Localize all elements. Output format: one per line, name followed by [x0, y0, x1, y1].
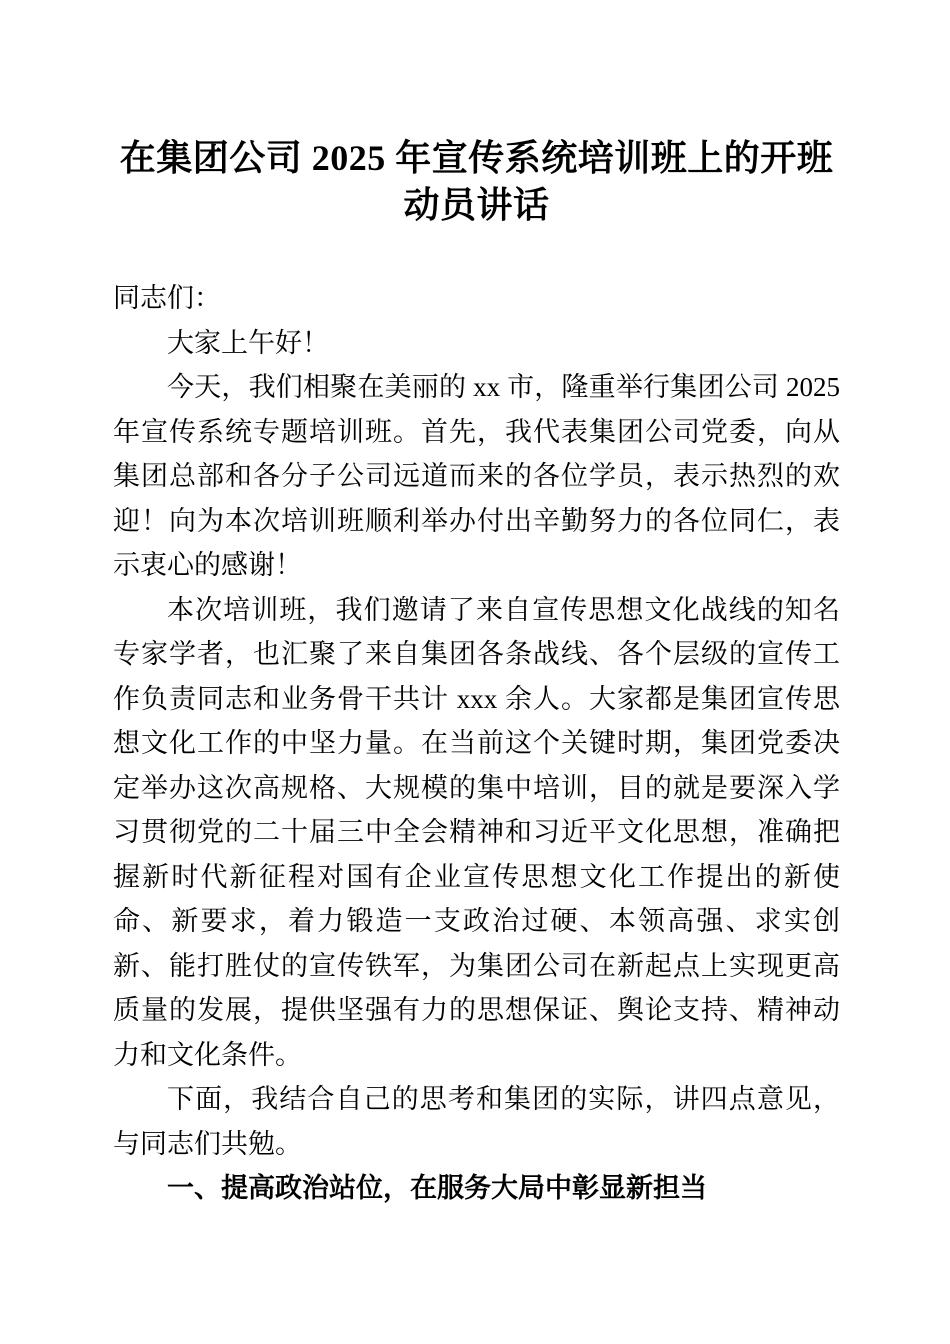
document-title [113, 135, 840, 229]
document-title-line-2: 动员讲话 [403, 185, 550, 225]
paragraph-transition: 下面，我结合自己的思考和集团的实际，讲四点意见，与同志们共勉。 [113, 1084, 840, 1159]
section-heading-1: 一、提高政治站位，在服务大局中彰显新担当 [167, 1173, 707, 1203]
paragraph-greeting: 大家上午好！ [167, 327, 329, 358]
document-title-line-1: 在集团公司 2025 年宣传系统培训班上的开班 [119, 138, 834, 178]
paragraph-welcome: 今天，我们相聚在美丽的 xx 市，隆重举行集团公司 2025 年宣传系统专题培训班。首先，我代表集团公司党委，向从集团总部和各分子公司远道而来的各位学员，表示热烈的欢迎！向为本次培训班顺利举办付出辛勤努力的各位同仁，表示衷心的感谢！ [113, 372, 840, 580]
salutation: 同志们： [113, 283, 221, 313]
paragraph-training-purpose: 本次培训班，我们邀请了来自宣传思想文化战线的知名专家学者，也汇聚了来自集团各条战线、各个层级的宣传工作负责同志和业务骨干共计 xxx 余人。大家都是集团宣传思想文化工作的中坚力量。在当前这个关键时期，集团党委决定举办这次高规格、大规模的集中培训，目的就是要深入学习贯彻党的二十届三中全会精神和习近平文化思想，准确把握新时代新征程对国有企业宣传思想文化工作提出的新使命、新要求，着力锻造一支政治过硬、本领高强、求实创新、能打胜仗的宣传铁军，为集团公司在新起点上实现更高质量的发展，提供坚强有力的思想保证、舆论支持、精神动力和文化条件。 [113, 594, 840, 1070]
